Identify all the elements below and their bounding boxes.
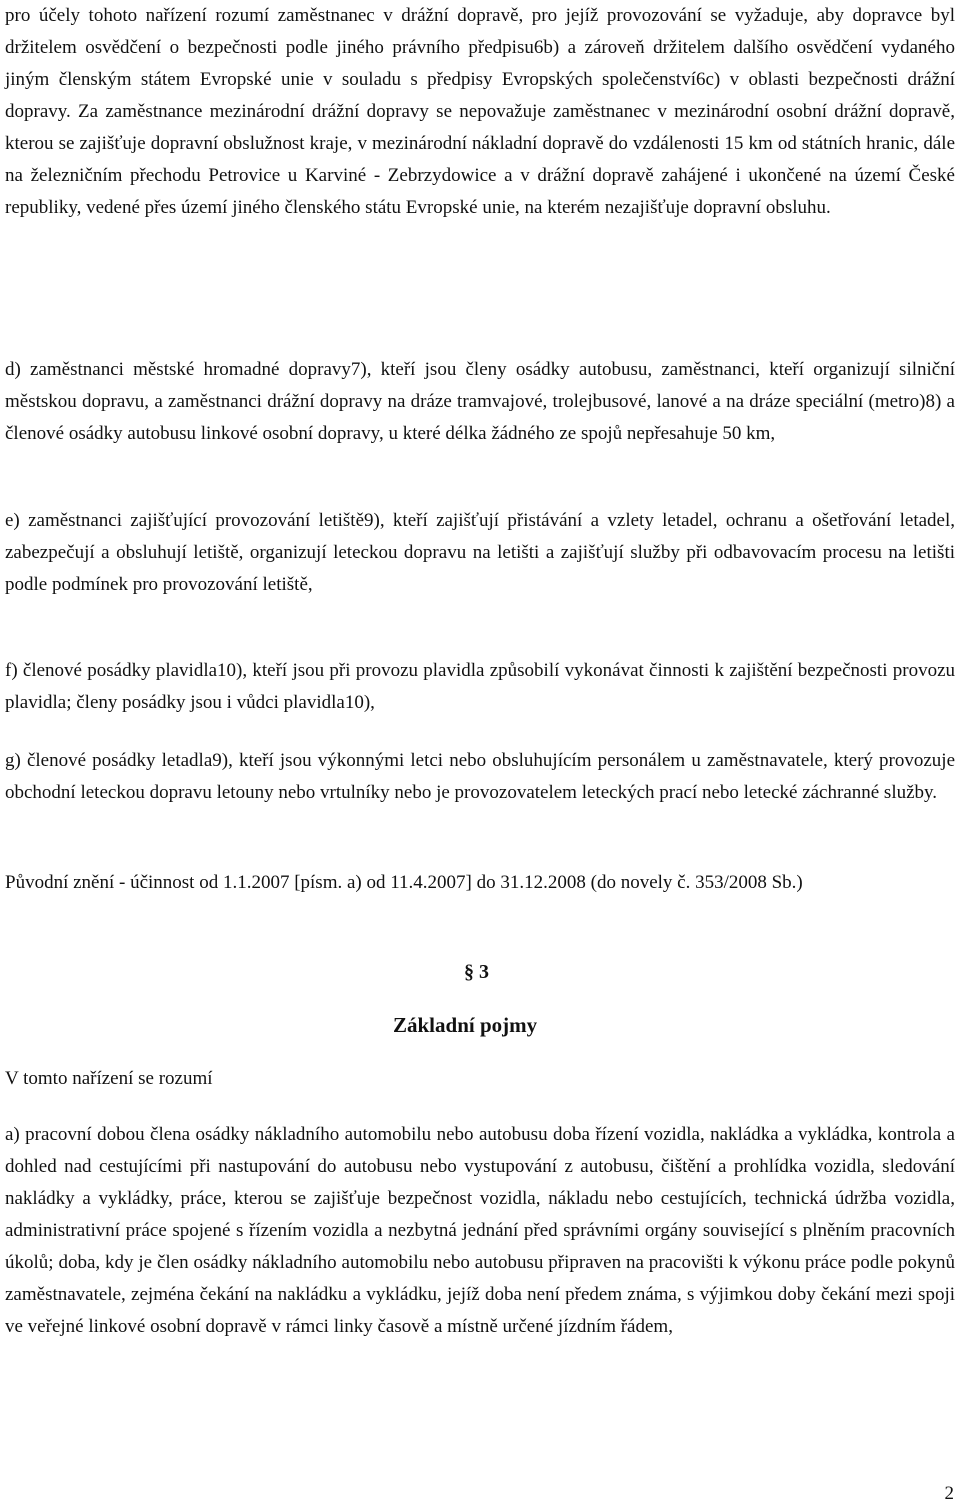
original-wording-note: Původní znění - účinnost od 1.1.2007 [písm. a) od 11.4.2007] do 31.12.2008 (do novely č. 353/2008 Sb.) [5, 872, 803, 893]
item-f-paragraph: f) členové posádky plavidla10), kteří jsou při provozu plavidla způsobilí vykonávat činnosti k zajištění bezpečnosti provozu plavidla; členy posádky jsou i vůdci plavidla10), [5, 660, 955, 713]
section-intro: V tomto nařízení se rozumí [5, 1068, 213, 1089]
section-title: Základní pojmy [393, 1013, 538, 1037]
item-a-paragraph: a) pracovní dobou člena osádky nákladního automobilu nebo autobusu doba řízení vozidla, nakládka a vykládka, kontrola a dohled nad cestujícími při nastupování do autobusu nebo vystupování z autobusu, čištění a prohlídka vozidla, sledování nakládky a vykládky, práce, kterou se zajišťuje bezpečnost vozidla, nákladu nebo cestujících, technická údržba vozidla, administrativní práce spojené s řízením vozidla a nezbytná jednání před správními orgány související s plněním pracovních úkolů; doba, kdy je člen osádky nákladního automobilu nebo autobusu připraven na pracovišti k výkonu práce podle pokynů zaměstnavatele, zejména čekání na nakládku a vykládku, jejíž doba není předem známa, s výjimkou doby čekání mezi spoji ve veřejné linkové osobní dopravě v rámci linky časově a místně určené jízdním řádem, [5, 1124, 955, 1337]
section-number: § 3 [464, 961, 489, 983]
page-number: 2 [944, 1483, 954, 1504]
item-d-paragraph: d) zaměstnanci městské hromadné dopravy7), kteří jsou členy osádky autobusu, zaměstnanci, kteří organizují silniční městskou dopravu, a zaměstnanci drážní dopravy na dráze tramvajové, trolejbusové, lanové a na dráze speciální (metro)8) a členové osádky autobusu linkové osobní dopravy, u které délka žádného ze spojů nepřesahuje 50 km, [5, 359, 955, 444]
intro-paragraph: pro účely tohoto nařízení rozumí zaměstnanec v drážní dopravě, pro jejíž provozování se vyžaduje, aby dopravce byl držitelem osvědčení o bezpečnosti podle jiného právního předpisu6b) a zároveň držitelem dalšího osvědčení vydaného jiným členským státem Evropské unie v souladu s předpisy Evropských společenství6c) v oblasti bezpečnosti drážní dopravy. Za zaměstnance mezinárodní drážní dopravy se nepovažuje zaměstnanec v mezinárodní osobní drážní dopravě, kterou se zajišťuje dopravní obslužnost kraje, v mezinárodní nákladní dopravě do vzdálenosti 15 km od státních hranic, dále na železničním přechodu Petrovice u Karviné - Zebrzydowice a v drážní dopravě zahájené i ukončené na území České republiky, vedené přes území jiného členského státu Evropské unie, na kterém nezajišťuje dopravní obsluhu. [5, 5, 955, 218]
item-e-paragraph: e) zaměstnanci zajišťující provozování letiště9), kteří zajišťují přistávání a vzlety letadel, ochranu a ošetřování letadel, zabezpečují a obsluhují letiště, organizují leteckou dopravu na letišti a zajišťují služby při odbavovacím procesu na letišti podle podmínek pro provozování letiště, [5, 510, 955, 595]
item-g-paragraph: g) členové posádky letadla9), kteří jsou výkonnými letci nebo obsluhujícím personálem u zaměstnavatele, který provozuje obchodní leteckou dopravu letouny nebo vrtulníky nebo je provozovatelem leteckých prací nebo letecké záchranné služby. [5, 750, 955, 803]
